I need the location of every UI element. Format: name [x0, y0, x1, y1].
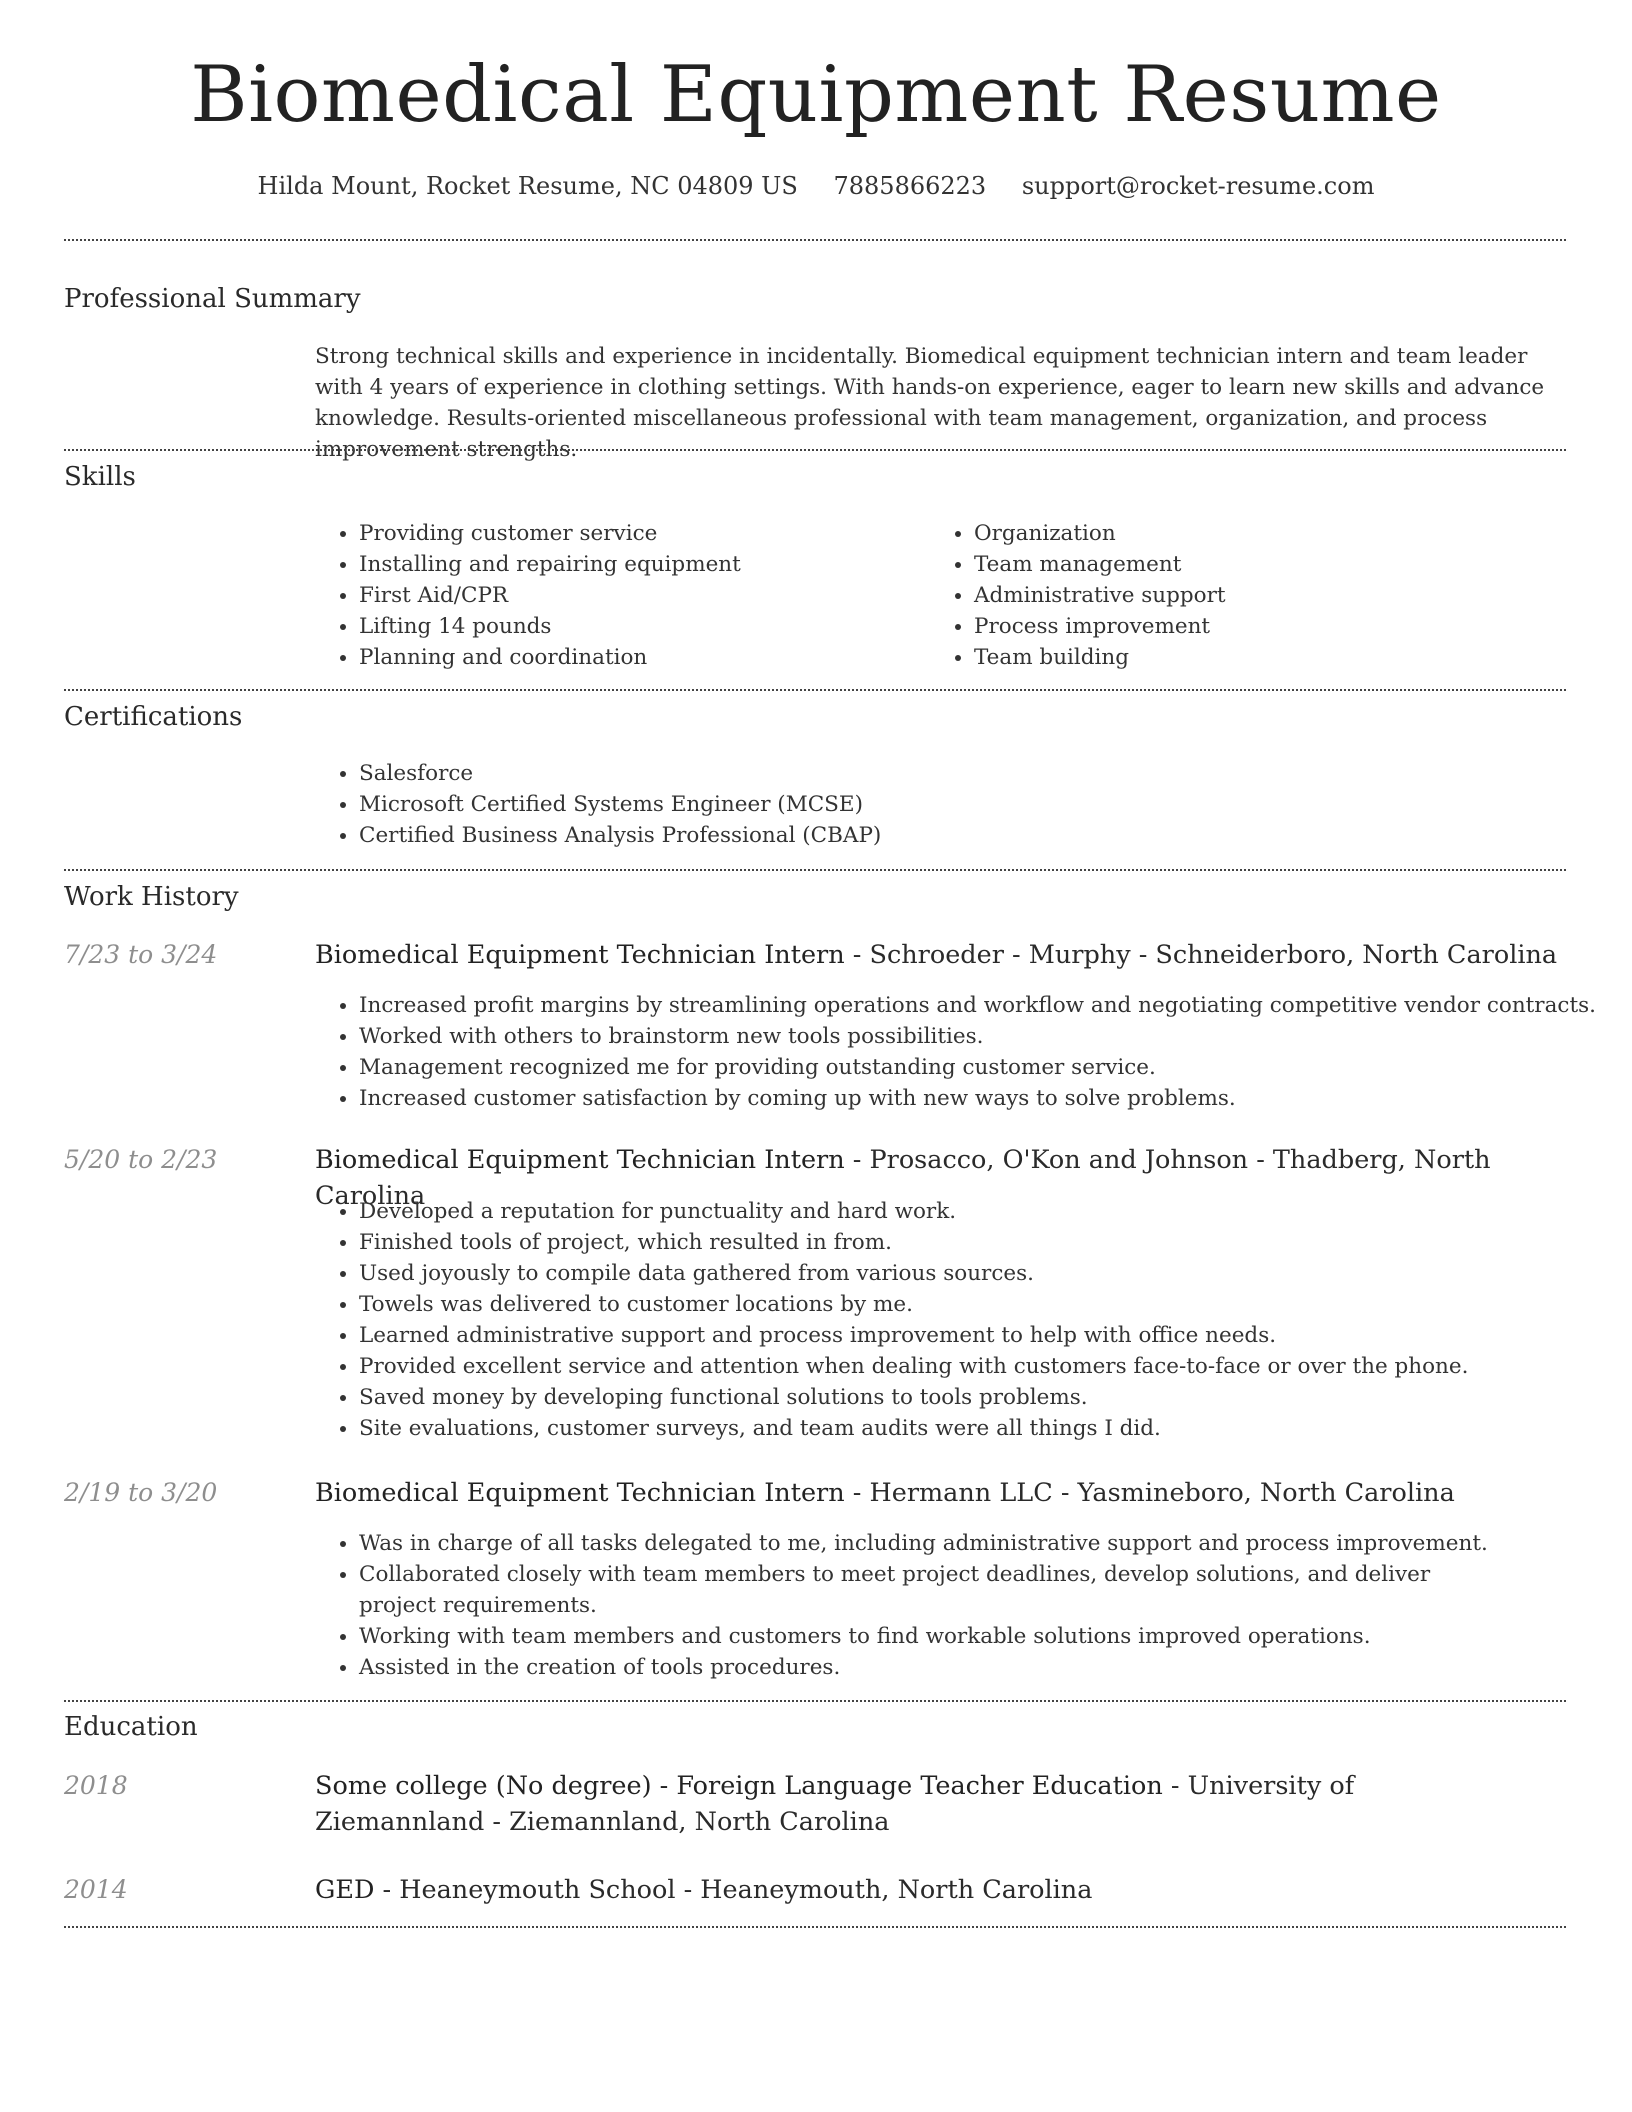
- summary-text: Strong technical skills and experience in incidentally. Biomedical equipment technician intern and team leader with 4 years of experience in clothing settings. With hands-on experience, eager to learn new skills and advance knowledge. Results-oriented miscellaneous professional with team management, organization, and process improvement strengths.: [315, 344, 1545, 462]
- list-item: • Providing customer service: [359, 518, 919, 549]
- certifications-list: [315, 758, 1559, 851]
- job-dates: 7/23 to 3/24: [64, 940, 218, 969]
- contact-line: [0, 172, 1632, 200]
- list-item: • Team building: [974, 642, 1534, 673]
- list-item: • Provided excellent service and attention when dealing with customers face-to-face or over the phone.: [359, 1351, 1609, 1382]
- list-item: • Collaborated closely with team members to meet project deadlines, develop solutions, and deliver project requirements.: [359, 1559, 1509, 1621]
- list-item: • Saved money by developing functional solutions to tools problems.: [359, 1382, 1609, 1413]
- list-item: • Developed a reputation for punctuality and hard work.: [359, 1196, 1609, 1227]
- job-bullets: [315, 1528, 1509, 1683]
- job-role: Biomedical Equipment Technician Intern: [315, 1478, 845, 1508]
- section-heading-summary: Professional Summary: [64, 284, 361, 314]
- list-item: • Management recognized me for providing outstanding customer service.: [359, 1052, 1609, 1083]
- job-dates: 2/19 to 3/20: [64, 1478, 218, 1507]
- list-item: • Towels was delivered to customer locations by me.: [359, 1289, 1609, 1320]
- education-entry: [315, 1768, 1505, 1840]
- job-employer: - Schroeder - Murphy - Schneiderboro, North Carolina: [844, 940, 1558, 970]
- divider: [64, 239, 1566, 241]
- list-item: • Installing and repairing equipment: [359, 549, 919, 580]
- document-title: Biomedical Equipment Resume: [190, 50, 1442, 140]
- job-bullets: [315, 990, 1609, 1114]
- section-heading-work-history: Work History: [64, 882, 239, 912]
- divider: [64, 449, 1566, 451]
- skills-list-right: [930, 518, 1534, 673]
- list-item: • Increased profit margins by streamlining operations and workflow and negotiating competitive vendor contracts.: [359, 990, 1609, 1021]
- list-item: • Was in charge of all tasks delegated to me, including administrative support and process improvement.: [359, 1528, 1509, 1559]
- divider: [64, 869, 1566, 871]
- education-school: - Heaneymouth School - Heaneymouth, North Carolina: [374, 1875, 1093, 1905]
- list-item: • Finished tools of project, which resulted in from.: [359, 1227, 1609, 1258]
- job-employer: - Hermann LLC - Yasmineboro, North Carolina: [844, 1478, 1455, 1508]
- list-item: • Process improvement: [974, 611, 1534, 642]
- job-title: [315, 1475, 1565, 1511]
- list-item: • Worked with others to brainstorm new tools possibilities.: [359, 1021, 1609, 1052]
- section-heading-certifications: Certifications: [64, 702, 243, 732]
- job-bullets: [315, 1196, 1609, 1444]
- education-degree: GED: [315, 1875, 375, 1905]
- divider: [64, 1700, 1566, 1702]
- list-item: • Team management: [974, 549, 1534, 580]
- list-item: • Assisted in the creation of tools procedures.: [359, 1652, 1509, 1683]
- section-heading-skills: Skills: [64, 462, 136, 492]
- list-item: • Used joyously to compile data gathered from various sources.: [359, 1258, 1609, 1289]
- list-item: • Planning and coordination: [359, 642, 919, 673]
- list-item: • Administrative support: [974, 580, 1534, 611]
- education-school: - University of Ziemannland - Ziemannland, North Carolina: [315, 1771, 1355, 1837]
- list-item: • Increased customer satisfaction by coming up with new ways to solve problems.: [359, 1083, 1609, 1114]
- education-entry: [315, 1872, 1565, 1908]
- education-year: 2018: [64, 1771, 128, 1800]
- contact-email: support@rocket-resume.com: [1021, 172, 1375, 200]
- job-role: Biomedical Equipment Technician Intern: [315, 1145, 845, 1175]
- section-heading-education: Education: [64, 1712, 198, 1742]
- education-degree: Some college (No degree) - Foreign Language Teacher Education: [315, 1771, 1163, 1801]
- job-role: Biomedical Equipment Technician Intern: [315, 940, 845, 970]
- education-year: 2014: [64, 1875, 128, 1904]
- contact-address: Hilda Mount, Rocket Resume, NC 04809 US: [257, 172, 798, 200]
- contact-phone: 7885866223: [833, 172, 987, 200]
- divider: [64, 689, 1566, 691]
- list-item: • Microsoft Certified Systems Engineer (MCSE): [359, 789, 1559, 820]
- list-item: • Learned administrative support and process improvement to help with office needs.: [359, 1320, 1609, 1351]
- list-item: • Salesforce: [359, 758, 1559, 789]
- list-item: • First Aid/CPR: [359, 580, 919, 611]
- list-item: • Certified Business Analysis Professional (CBAP): [359, 820, 1559, 851]
- job-title: [315, 937, 1565, 973]
- divider: [64, 1926, 1566, 1928]
- list-item: • Organization: [974, 518, 1534, 549]
- list-item: • Site evaluations, customer surveys, and team audits were all things I did.: [359, 1413, 1609, 1444]
- skills-list-left: [315, 518, 919, 673]
- list-item: • Lifting 14 pounds: [359, 611, 919, 642]
- job-dates: 5/20 to 2/23: [64, 1145, 218, 1174]
- job-employer: - Prosacco, O'Kon and Johnson - Thadberg, North Carolina: [315, 1145, 1491, 1211]
- list-item: • Working with team members and customers to find workable solutions improved operations.: [359, 1621, 1509, 1652]
